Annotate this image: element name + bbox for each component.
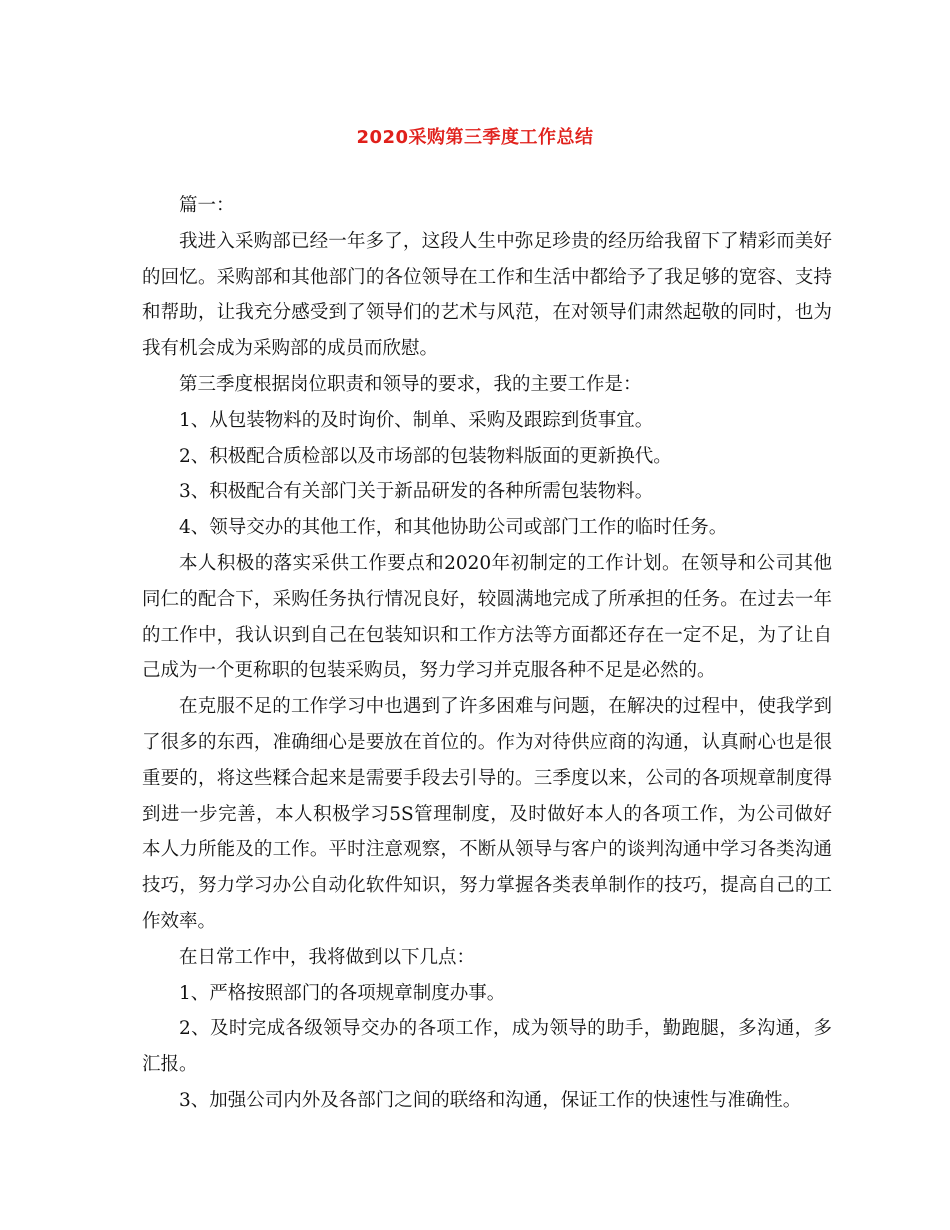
paragraph: 我进入采购部已经一年多了，这段人生中弥足珍贵的经历给我留下了精彩而美好的回忆。采购部和其他部门的各位领导在工作和生活中都给予了我足够的宽容、支持和帮助，让我充分感受到了领导们的艺术与风范，在对领导们肃然起敬的同时，也为我有机会成为采购部的成员而欣慰。 xyxy=(142,230,832,360)
paragraph: 在日常工作中，我将做到以下几点： xyxy=(179,946,476,968)
list-item: 2、及时完成各级领导交办的各项工作，成为领导的助手，勤跑腿，多沟通，多汇报。 xyxy=(142,1018,832,1076)
list-item: 4、领导交办的其他工作，和其他协助公司或部门工作的临时任务。 xyxy=(179,517,728,539)
list-item: 2、积极配合质检部以及市场部的包装物料版面的更新换代。 xyxy=(179,445,672,467)
list-item: 1、从包装物料的及时询价、制单、采购及跟踪到货事宜。 xyxy=(179,409,654,431)
paragraph: 本人积极的落实采供工作要点和2020年初制定的工作计划。在领导和公司其他同仁的配合下，采购任务执行情况良好，较圆满地完成了所承担的任务。在过去一年的工作中，我认识到自己在包装知识和工作方法等方面都还存在一定不足，为了让自己成为一个更称职的包装采购员，努力学习并克服各种不足是必然的。 xyxy=(142,552,832,682)
document-body xyxy=(142,188,832,1119)
list-item: 3、加强公司内外及各部门之间的联络和沟通，保证工作的快速性与准确性。 xyxy=(179,1089,802,1111)
paragraph: 第三季度根据岗位职责和领导的要求，我的主要工作是： xyxy=(179,373,642,395)
paragraph: 在克服不足的工作学习中也遇到了许多困难与问题，在解决的过程中，使我学到了很多的东西，准确细心是要放在首位的。作为对待供应商的沟通，认真耐心也是很重要的，将这些糅合起来是需要手段去引导的。三季度以来，公司的各项规章制度得到进一步完善，本人积极学习5S管理制度，及时做好本人的各项工作，为公司做好本人力所能及的工作。平时注意观察，不断从领导与客户的谈判沟通中学习各类沟通技巧，努力学习办公自动化软件知识，努力掌握各类表单制作的技巧，提高自己的工作效率。 xyxy=(142,696,832,932)
list-item: 1、严格按照部门的各项规章制度办事。 xyxy=(179,982,506,1004)
document-title: 2020采购第三季度工作总结 xyxy=(356,127,594,148)
paragraph-section-label: 篇一： xyxy=(179,195,235,216)
list-item: 3、积极配合有关部门关于新品研发的各种所需包装物料。 xyxy=(179,481,654,503)
